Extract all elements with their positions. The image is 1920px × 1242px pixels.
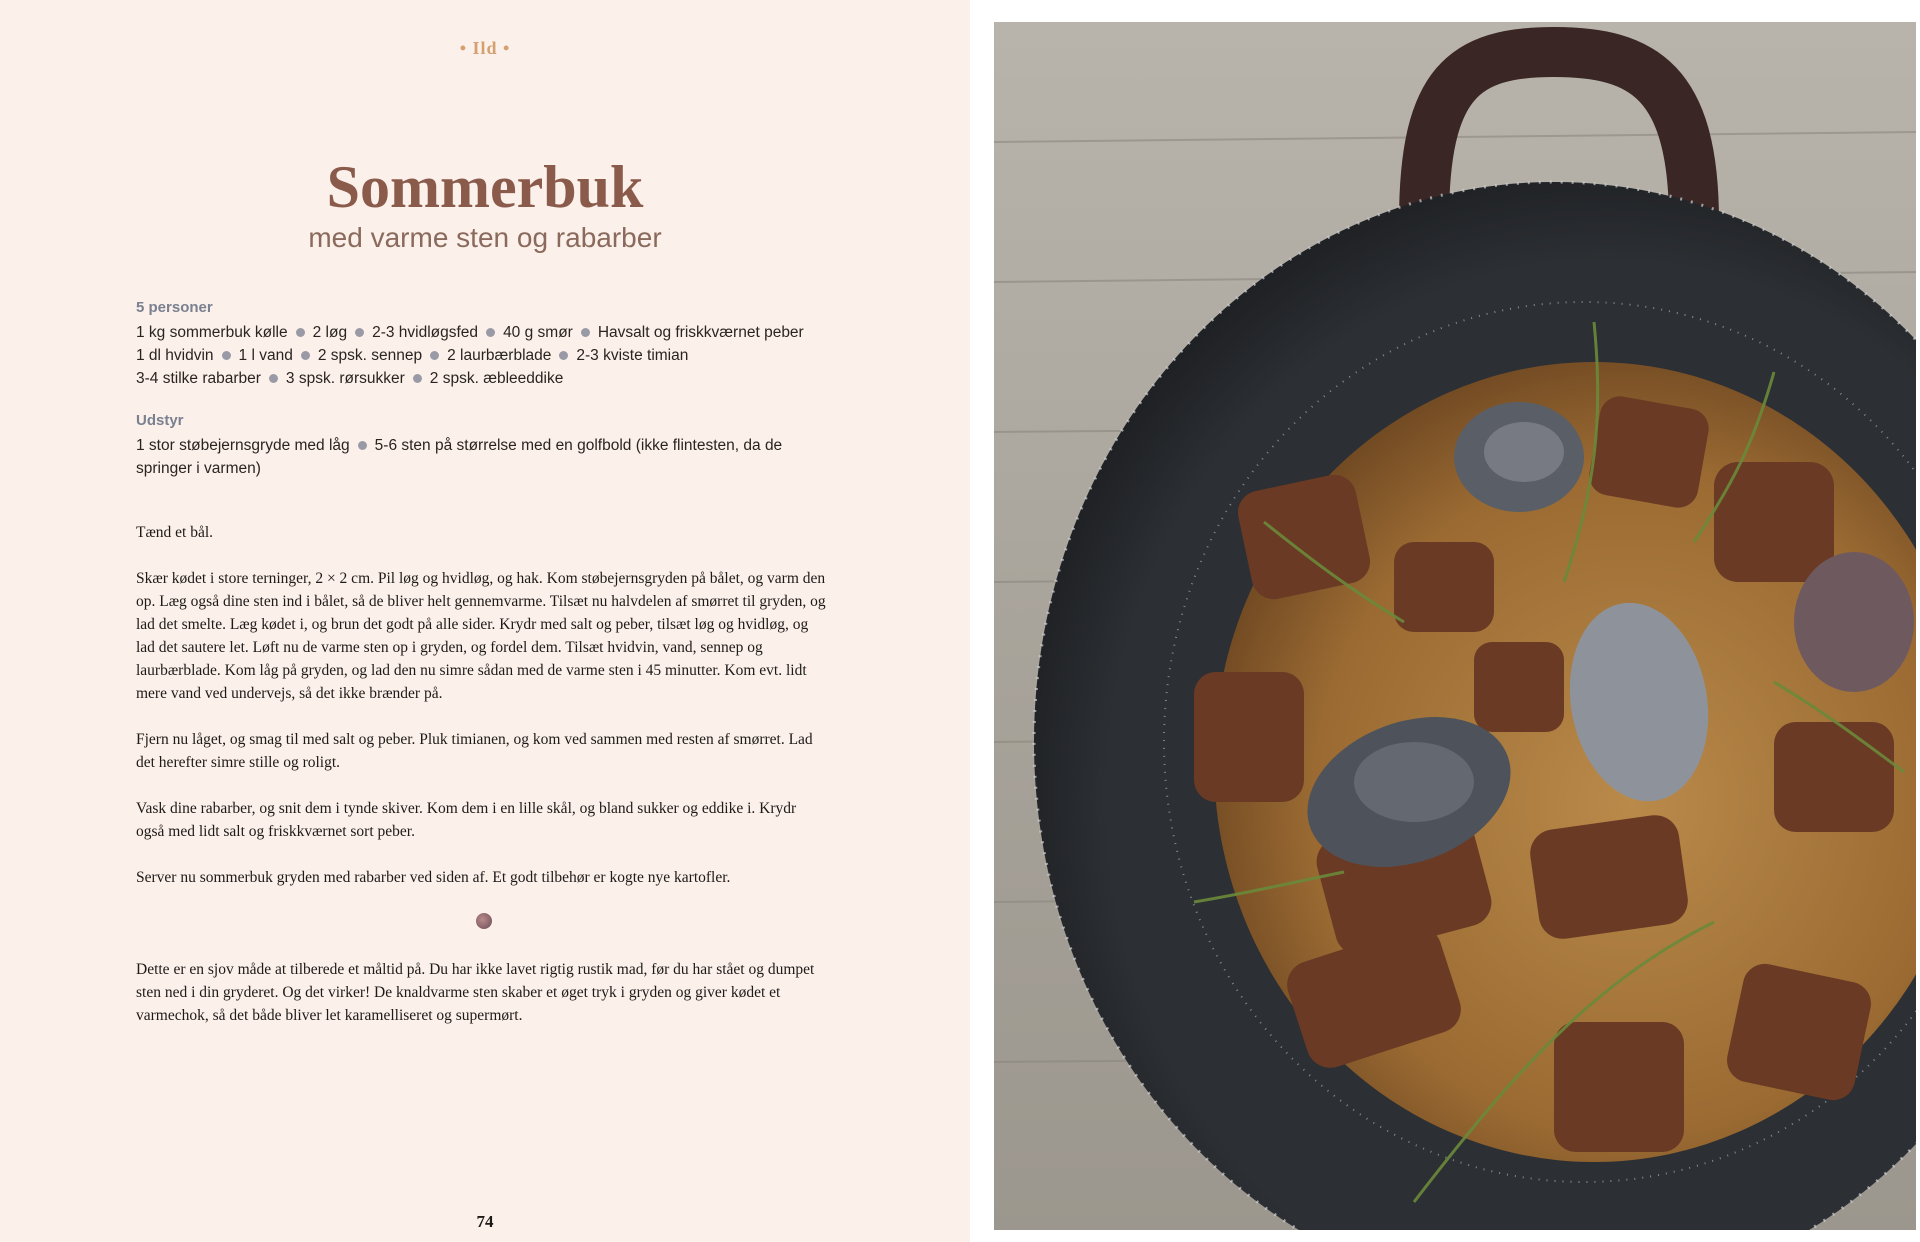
equipment-block bbox=[136, 409, 836, 480]
stew-pot-illustration bbox=[994, 22, 1916, 1230]
servings-label: 5 personer bbox=[136, 299, 213, 316]
bullet-dot bbox=[413, 374, 422, 383]
bullet-dot bbox=[296, 328, 305, 337]
ingredient-item: 3-4 stilke rabarber bbox=[136, 370, 261, 387]
method-paragraph: Server nu sommerbuk gryden med rabarber ved siden af. Et godt tilbehør er kogte nye kartofler. bbox=[136, 869, 731, 886]
ingredients-line bbox=[136, 321, 836, 344]
bullet-dot bbox=[430, 351, 439, 360]
bullet-dot bbox=[355, 328, 364, 337]
equipment-item: 1 stor støbejernsgryde med låg bbox=[136, 437, 350, 454]
equipment-label: Udstyr bbox=[136, 412, 184, 429]
recipe-subtitle: med varme sten og rabarber bbox=[308, 222, 662, 253]
method-paragraph: Fjern nu låget, og smag til med salt og peber. Pluk timianen, og kom ved sammen med resten af smørret. Lad det herefter simre stille og roligt. bbox=[136, 731, 813, 771]
method-paragraph: Tænd et bål. bbox=[136, 524, 214, 541]
bullet-dot bbox=[222, 351, 231, 360]
ingredient-item: 1 l vand bbox=[238, 347, 293, 364]
ingredient-item: Havsalt og friskkværnet peber bbox=[597, 324, 804, 341]
ingredient-item: 2-3 kviste timian bbox=[576, 347, 689, 364]
ingredients-list bbox=[136, 321, 836, 390]
ingredients-line bbox=[136, 344, 836, 367]
bullet-dot bbox=[269, 374, 278, 383]
ingredient-item: 3 spsk. rørsukker bbox=[285, 370, 405, 387]
note-text bbox=[136, 958, 826, 1050]
ornament-dot bbox=[476, 913, 492, 929]
servings-block bbox=[136, 296, 836, 390]
bullet-dot bbox=[559, 351, 568, 360]
equipment-list bbox=[136, 434, 836, 480]
equipment-item: 5-6 sten på størrelse med en golfbold (ikke flintesten, da de springer i varmen) bbox=[136, 437, 783, 477]
method-paragraph: Vask dine rabarber, og snit dem i tynde skiver. Kom dem i en lille skål, og bland sukker og eddike i. Krydr også med lidt salt og friskkværnet sort peber. bbox=[136, 800, 797, 840]
ingredient-item: 1 dl hvidvin bbox=[136, 347, 214, 364]
ingredient-item: 2-3 hvidløgsfed bbox=[372, 324, 479, 341]
ingredient-item: 2 spsk. sennep bbox=[317, 347, 423, 364]
ingredient-item: 40 g smør bbox=[503, 324, 573, 341]
method-text bbox=[136, 521, 826, 912]
ingredient-item: 2 løg bbox=[312, 324, 348, 341]
recipe-title: Sommerbuk bbox=[326, 154, 644, 220]
section-tag: • Ild • bbox=[459, 38, 511, 58]
bullet-dot bbox=[301, 351, 310, 360]
ingredient-item: 1 kg sommerbuk kølle bbox=[136, 324, 288, 341]
ingredient-item: 2 spsk. æbleeddike bbox=[429, 370, 564, 387]
bullet-dot bbox=[486, 328, 495, 337]
method-paragraph: Skær kødet i store terninger, 2 × 2 cm. Pil løg og hvidløg, og hak. Kom støbejernsgryden på bålet, og varm den op. Læg også dine sten ind i bålet, så de bliver helt gennemvarme. Tilsæt nu halvdelen af smørret til gryden, og lad det smelte. Læg kødet i, og brun det godt på alle sider. Krydr med salt og peber, tilsæt løg og hvidløg, og lad det sautere let. Løft nu de varme sten op i gryden, og fordel dem. Tilsæt hvidvin, vand, sennep og laurbærblade. Kom låg på gryden, og lad den nu simre sådan med de varme sten i 45 minutter. Kom evt. lidt mere vand ved undervejs, så det ikke brænder på. bbox=[136, 570, 826, 702]
note-paragraph: Dette er en sjov måde at tilberede et måltid på. Du har ikke lavet rigtig rustik mad, før du har stået og dumpet sten ned i din gryderet. Og det virker! De knaldvarme sten skaber et øget tryk i gryden og giver kødet et varmechok, så det både bliver let karamelliseret og supermørt. bbox=[136, 961, 815, 1024]
ingredients-line bbox=[136, 367, 836, 390]
bullet-dot bbox=[358, 441, 367, 450]
food-photo bbox=[994, 22, 1916, 1230]
bullet-dot bbox=[581, 328, 590, 337]
ingredient-item: 2 laurbærblade bbox=[447, 347, 552, 364]
page-number: 74 bbox=[476, 1212, 494, 1231]
